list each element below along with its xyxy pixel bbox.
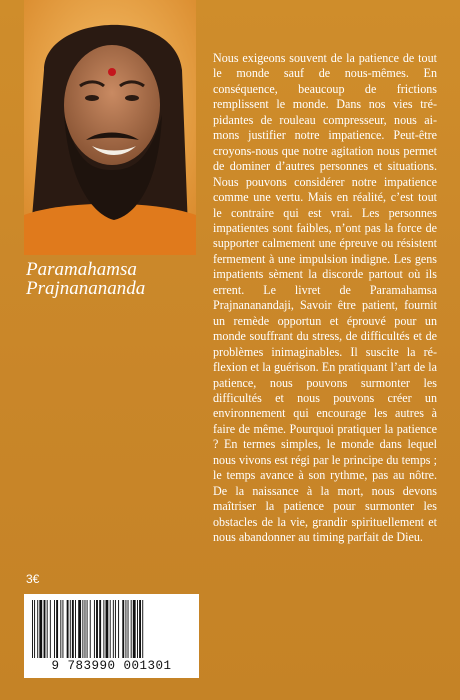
isbn-number: 9 783990 001301 [51,659,172,673]
author-name [26,260,216,298]
back-cover-blurb: Nous exigeons souvent de la patience de tout le monde sauf de nous-mêmes. En conséquence, beaucoup de frictions remplissent le monde. Dans nos vies trépidantes de rouleau compresseur, nous aimons justifier notre impatience. Peut-être croyons-nous que notre agitation nous permet de dominer d’autres personnes et situations. Nous pouvons considérer notre impatience comme une vertu. Mais en réalité, c’est tout le contraire qui est vrai. Les personnes impatientes sont faibles, n’ont pas la force de supporter calmement une épreuve ou résistent fermement à une impulsion indigne. Les gens impatients sèment la discorde partout où ils errent. Le livret de Paramahamsa Prajnananandaji, Savoir être patient, fournit un remède opportun et éprouvé pour un monde souffrant du stress, de difficultés et de problèmes inimaginables. Il suscite la réflexion et la guérison. En pratiquant l’art de la patience, nous pouvons surmonter les difficultés et nous pouvons créer un environnement qui encourage les autres à faire de même. Pourquoi pratiquer la patience ? En termes simples, le monde dans lequel nous vivons est régi par le principe du temps ; le temps avance à son rythme, pas au nôtre. De la naissance à la mort, nous devons maîtriser la patience pour surmonter les obstacles de la vie, grandir spirituellement et nous abandonner au timing parfait de Dieu. [213,51,437,545]
price-label: 3€ [26,572,40,586]
author-name-line1: Paramahamsa [26,259,137,280]
barcode-bars [32,600,191,658]
portrait-illustration [24,0,196,255]
isbn-barcode [24,594,199,678]
author-portrait-photo [24,0,196,255]
author-name-line2: Prajnanananda [26,278,146,299]
